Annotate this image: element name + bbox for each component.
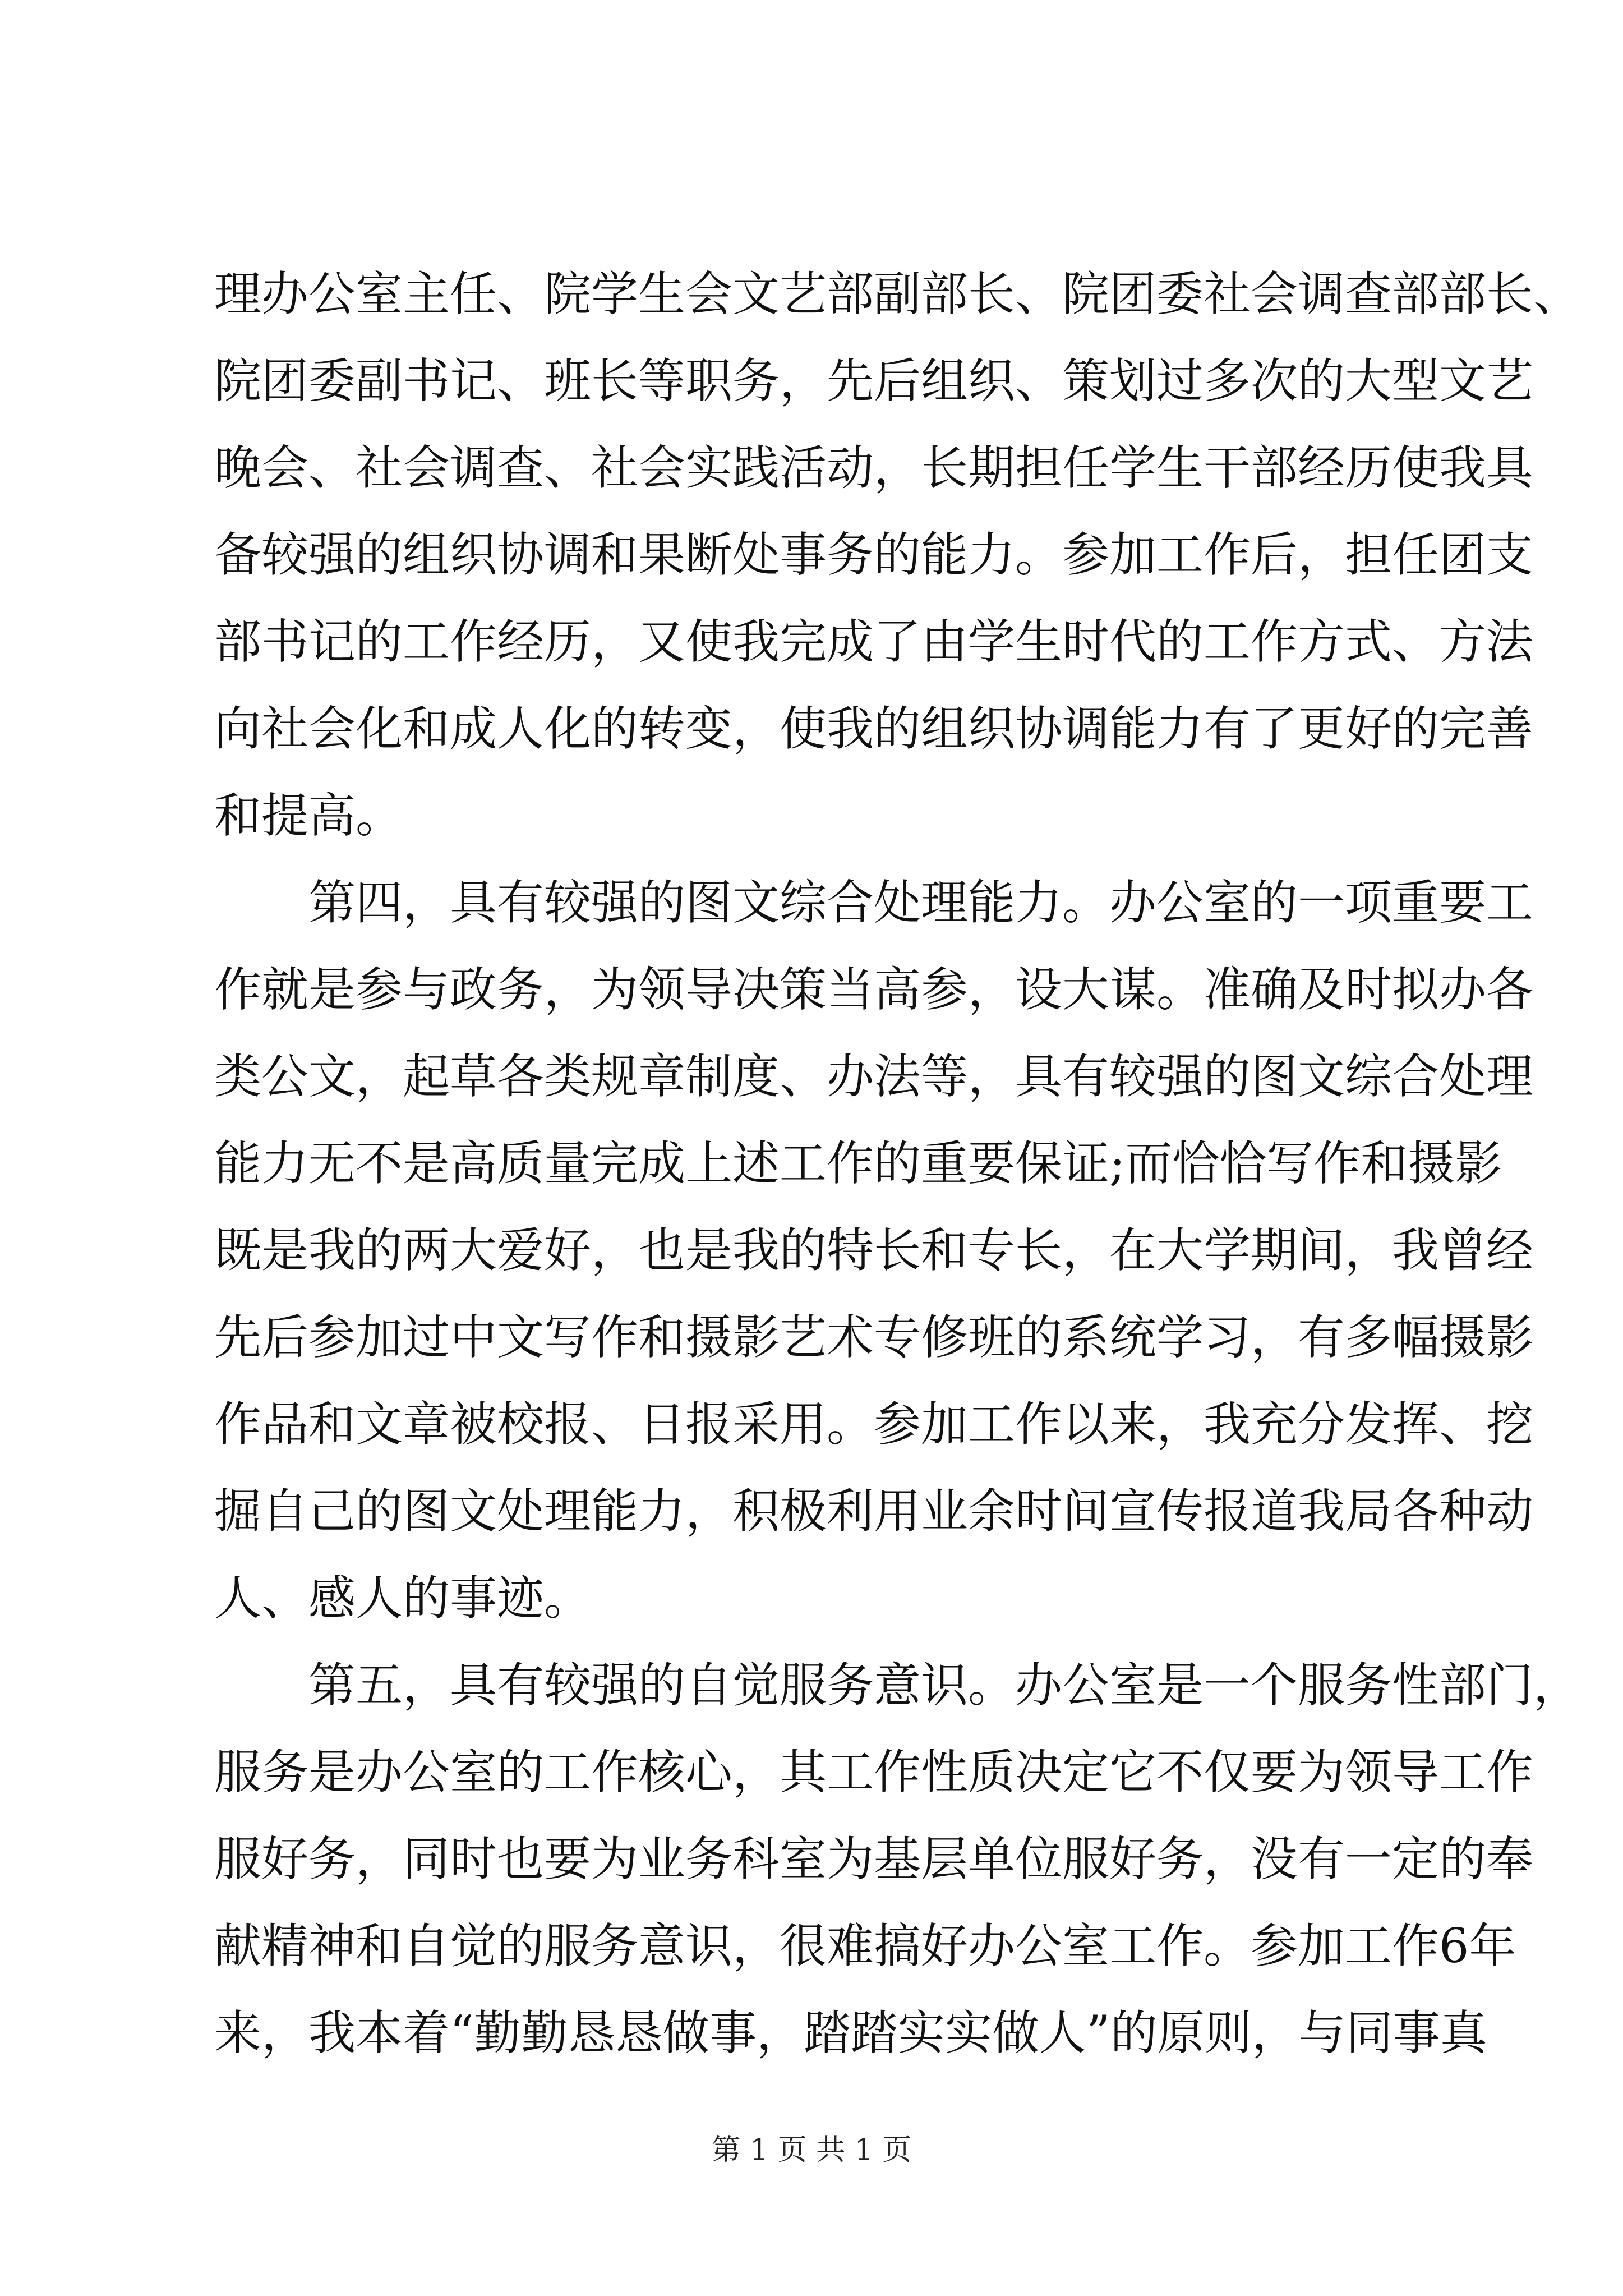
body-line: 来，我本着“勤勤恳恳做事，踏踏实实做人”的原则，与同事真: [214, 2005, 1487, 2060]
body-line: 向社会化和成人化的转变，使我的组织协调能力有了更好的完善: [214, 701, 1534, 756]
body-line: 院团委副书记、班长等职务，先后组织、策划过多次的大型文艺: [214, 353, 1534, 408]
body-line: 既是我的两大爱好，也是我的特长和专长，在大学期间，我曾经: [214, 1223, 1534, 1278]
body-line: 服务是办公室的工作核心，其工作性质决定它不仅要为领导工作: [214, 1745, 1534, 1800]
body-line: 作品和文章被校报、日报采用。参加工作以来，我充分发挥、挖: [214, 1397, 1534, 1452]
body-line: 理办公室主任、院学生会文艺部副部长、院团委社会调查部部长、: [214, 266, 1581, 321]
body-line: 和提高。: [214, 788, 403, 843]
body-line: 能力无不是高质量完成上述工作的重要保证;而恰恰写作和摄影: [214, 1136, 1502, 1191]
document-body: [214, 251, 1581, 2077]
body-line: 晚会、社会调查、社会实践活动，长期担任学生干部经历使我具: [214, 440, 1534, 495]
body-line: 服好务，同时也要为业务科室为基层单位服好务，没有一定的奉: [214, 1832, 1534, 1887]
body-line: 献精神和自觉的服务意识，很难搞好办公室工作。参加工作6年: [214, 1918, 1516, 1973]
page-footer: 第 1 页 共 1 页: [711, 2133, 912, 2167]
body-line: 类公文，起草各类规章制度、办法等，具有较强的图文综合处理: [214, 1049, 1534, 1104]
body-line: 备较强的组织协调和果断处事务的能力。参加工作后，担任团支: [214, 527, 1534, 582]
body-line: 先后参加过中文写作和摄影艺术专修班的系统学习，有多幅摄影: [214, 1310, 1534, 1365]
paragraph-start-line: 第五，具有较强的自觉服务意识。办公室是一个服务性部门，: [308, 1658, 1581, 1713]
paragraph-start-line: 第四，具有较强的图文综合处理能力。办公室的一项重要工: [308, 875, 1534, 930]
body-line: 人、感人的事迹。: [214, 1571, 592, 1626]
body-line: 掘自己的图文处理能力，积极利用业余时间宣传报道我局各种动: [214, 1484, 1534, 1539]
body-line: 作就是参与政务，为领导决策当高参，设大谋。准确及时拟办各: [214, 962, 1534, 1017]
body-line: 部书记的工作经历，又使我完成了由学生时代的工作方式、方法: [214, 614, 1534, 669]
